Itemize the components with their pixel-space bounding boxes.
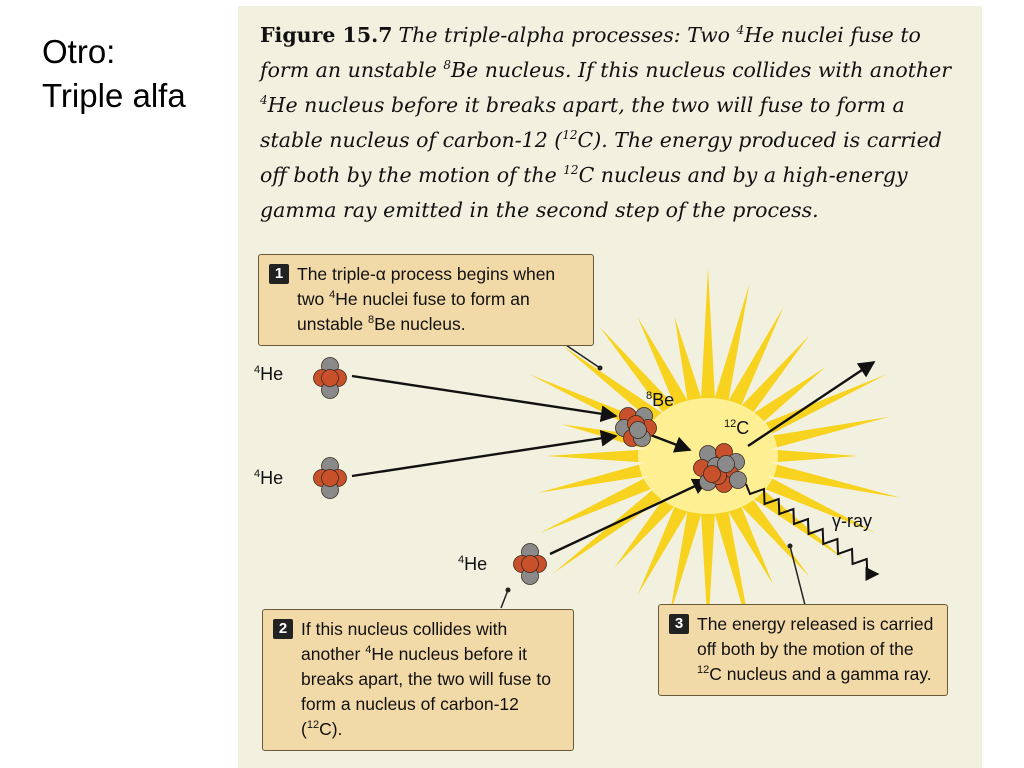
proton [522,556,539,573]
callout-2-leader-dot [506,588,511,593]
figure-caption-text: The triple-alpha processes: Two $^4$He nuclei fuse to form an unstable $^8$Be nucleus. If this nucleus collides with another $^4$He nucleus before it breaks apart, the two will fuse to form a stable nucleus of carbon-12 ($^{12}$C). The energy produced is carried off both by the motion of the $^{12}$C nucleus and by a high-energy gamma ray emitted in the second step of the process. [260,23,952,222]
neutron [730,472,747,489]
callout-1-number: 1 [269,264,289,284]
he-label-top: $^4$He [254,364,284,384]
callout-3-leader [790,546,806,609]
callout-3 [658,604,948,696]
callout-1 [258,254,594,346]
he-label-bottom: $^4$He [458,554,488,574]
callout-2-leader [501,590,508,608]
helium-nucleus-bottom [514,544,547,585]
carbon-label: $^{12}$C [724,418,750,438]
callout-1-leader-dot [598,366,603,371]
callout-1-text: The triple-α process begins when two $^4$He nuclei fuse to form an unstable $^8$Be nucleus. [297,264,556,334]
slide-title [42,30,186,118]
he-label-middle: $^4$He [254,468,284,488]
callout-3-number: 3 [669,614,689,634]
be-label: $^8$Be [646,390,675,410]
figure-label: Figure 15.7 [260,23,393,47]
slide-title-line-2: Triple alfa [42,77,186,114]
callout-2-text: If this nucleus collides with another $^4$He nucleus before it breaks apart, the two will fuse to form a nucleus of carbon-12 ($^{12}$C). [301,619,551,739]
proton [322,470,339,487]
gamma-ray-label: γ-ray [832,511,872,531]
helium-nucleus-top [314,358,347,399]
neutron [718,456,735,473]
figure-panel [238,6,982,768]
callout-2 [262,609,574,751]
proton [322,370,339,387]
callout-2-number: 2 [273,619,293,639]
callout-3-text: The energy released is carried off both by the motion of the $^{12}$C nucleus and a gamma ray. [697,614,934,684]
callout-3-leader-dot [788,544,793,549]
neutron [630,422,647,439]
helium-nucleus-middle [314,458,347,499]
proton [704,466,721,483]
slide-title-line-1: Otro: [42,33,116,70]
